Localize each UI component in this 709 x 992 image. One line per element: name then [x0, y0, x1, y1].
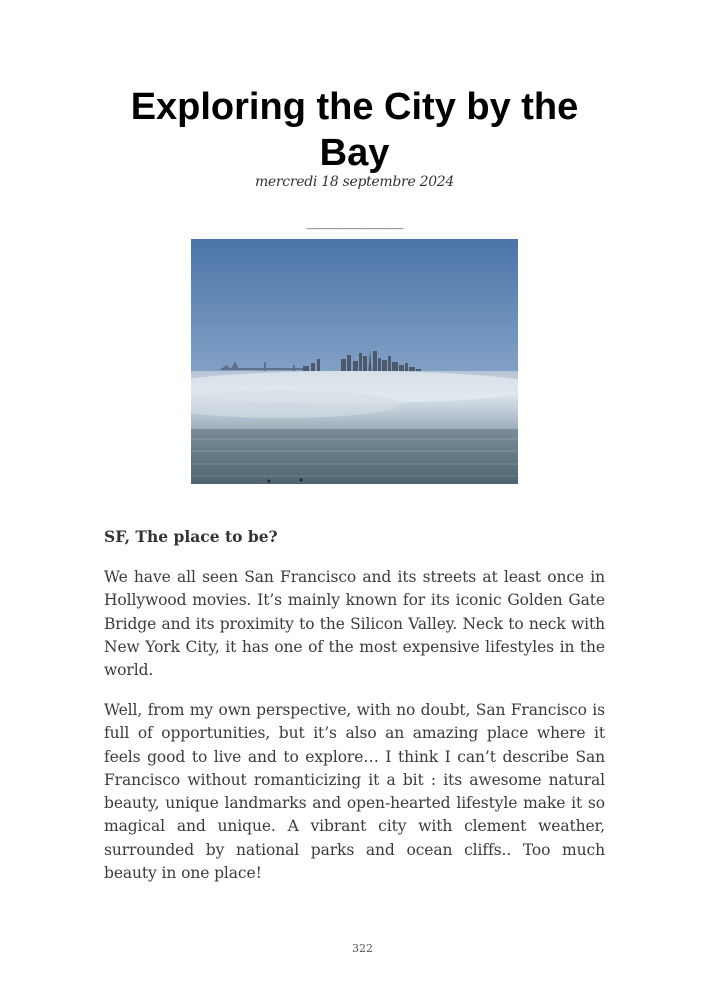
article-date: mercredi 18 septembre 2024	[254, 174, 455, 190]
paragraph-perspective: Well, from my own perspective, with no doubt, San Francisco is full of opportunities, but it’s also an amazing place where it feels good to live and to explore… I think I can’t describe San Francisco without romanticizing it a bit : its awesome natural beauty, unique landmarks and open-hearted lifestyle make it so magical and unique. A vibrant city with clement weather, surrounded by national parks and ocean cliffs.. Too much beauty in one place!	[104, 701, 605, 883]
separator-line: ________________	[306, 214, 403, 230]
san-francisco-skyline-photo	[191, 239, 518, 484]
page-number: 322	[352, 942, 373, 955]
section-heading: SF, The place to be?	[104, 527, 278, 546]
article-title: Exploring the City by the Bay	[130, 86, 579, 174]
paragraph-intro: We have all seen San Francisco and its streets at least once in Hollywood movies. It’s mainly known for its iconic Golden Gate Bridge and its proximity to the Silicon Valley. Neck to neck with New York City, it has one of the most expensive lifestyles in the world.	[104, 568, 605, 680]
